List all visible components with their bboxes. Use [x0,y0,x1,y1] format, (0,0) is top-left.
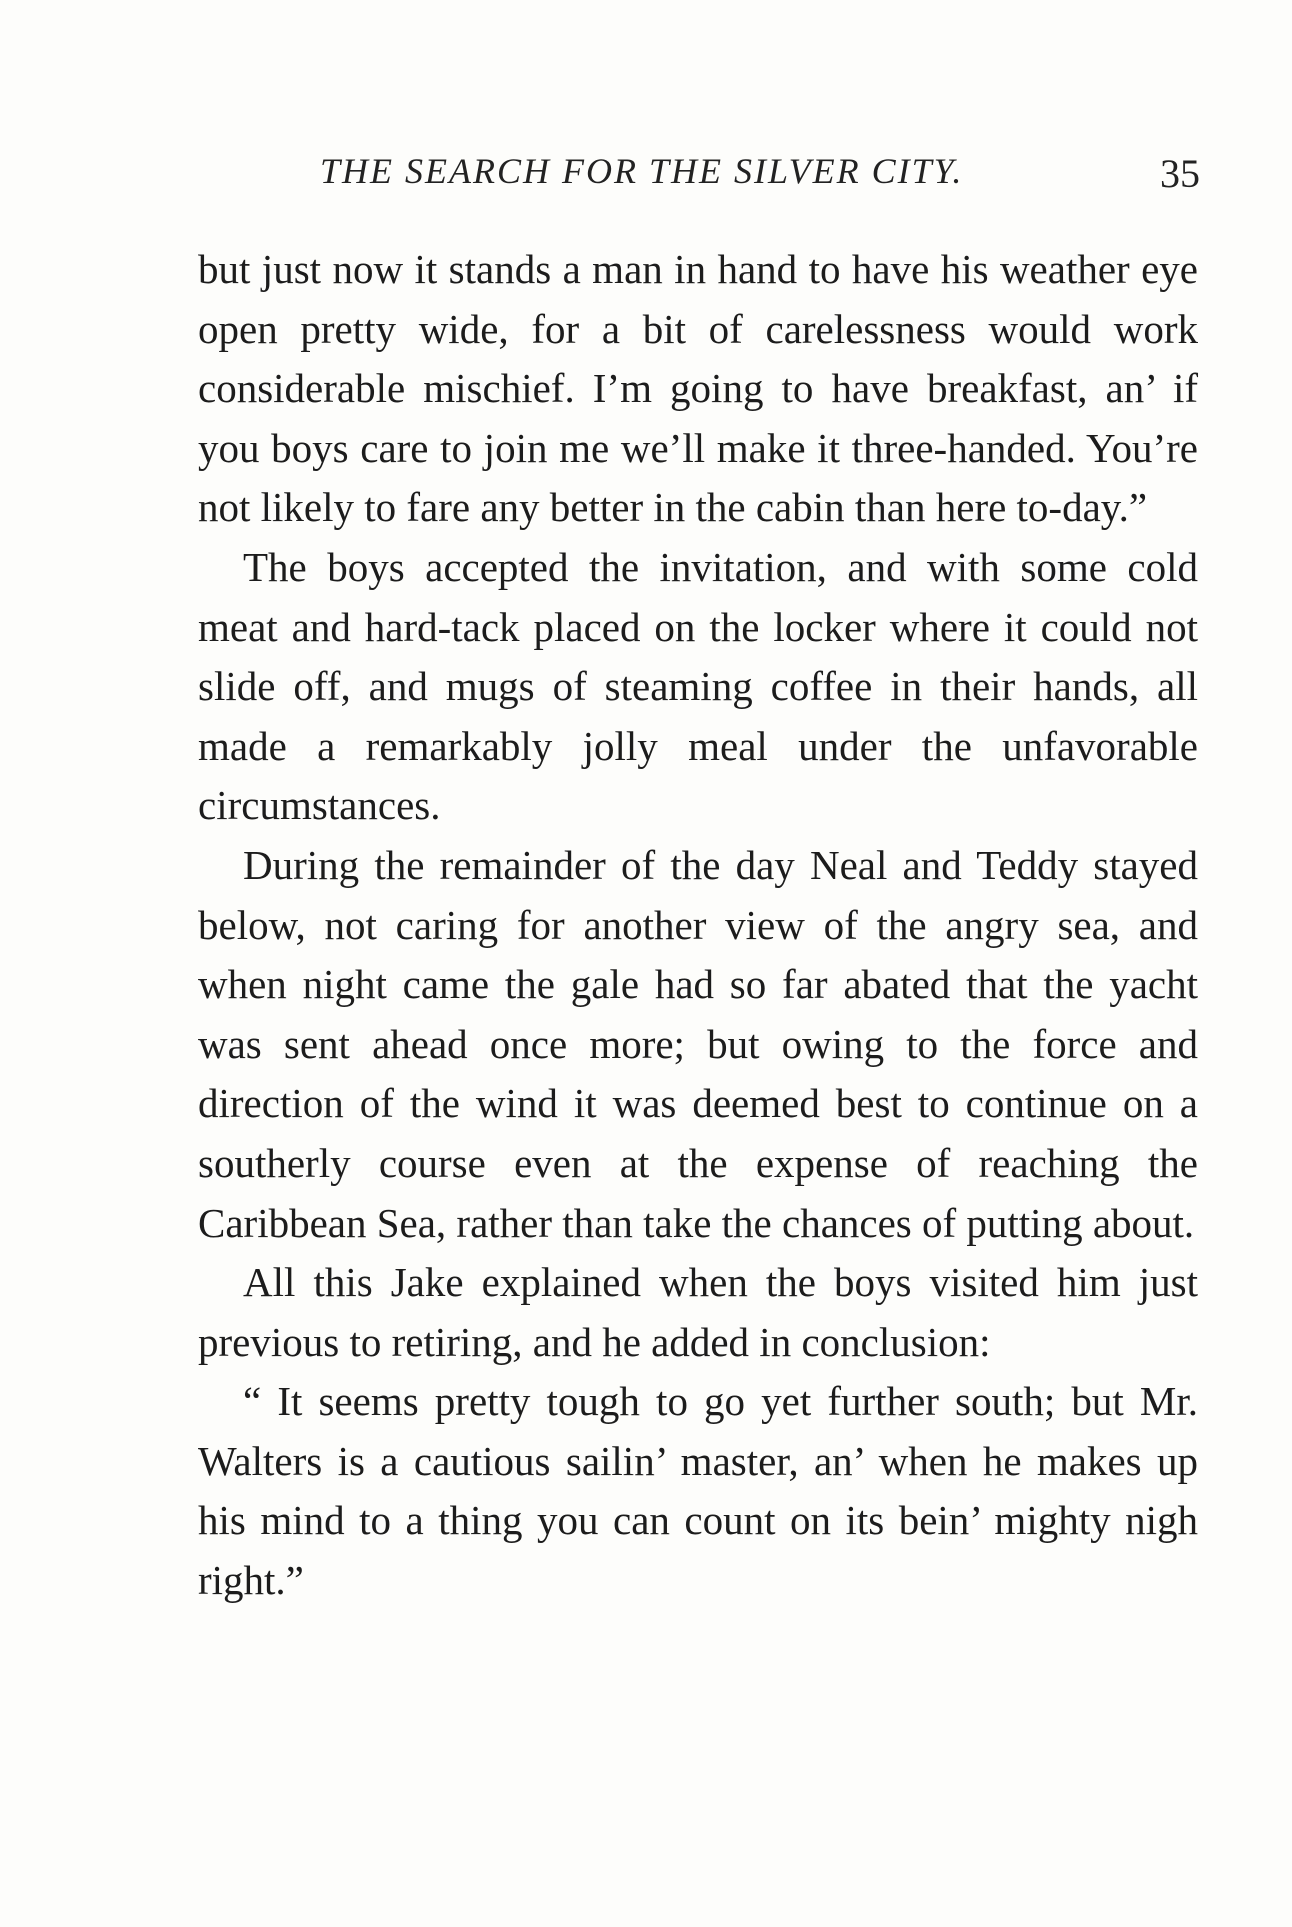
paragraph-1: but just now it stands a man in hand to have his weather eye open pretty wide, for a bit of carelessness would work considerable mischief. I’m going to have breakfast, an’ if you boys care to join me we’ll make it three-handed. You’re not likely to fare any better in the cabin than here to-day.” [198,246,1198,531]
paragraph-3: During the remainder of the day Neal and Teddy stayed below, not caring for another view of the angry sea, and when night came the gale had so far abated that the yacht was sent ahead once more; but owing to the force and direction of the wind it was deemed best to continue on a southerly course even at the expense of reaching the Caribbean Sea, rather than take the chances of putting about. [198,841,1198,1246]
paragraph-4: All this Jake explained when the boys visited him just previous to retiring, and he added in conclusion: [198,1259,1198,1365]
paragraph-2: The boys accepted the invitation, and with some cold meat and hard-tack placed on the locker where it could not slide off, and mugs of steaming coffee in their hands, all made a remarkably jolly meal under the unfavorable circumstances. [198,543,1198,829]
running-head: THE SEARCH FOR THE SILVER CITY. [320,151,964,191]
body-text [198,240,1198,1611]
paragraph-5: “ It seems pretty tough to go yet further south; but Mr. Walters is a cautious sailin’ master, an’ when he makes up his mind to a thing you can count on its bein’ mighty nigh right.” [198,1378,1198,1604]
page-number: 35 [1160,151,1200,196]
page-header [200,150,1210,200]
